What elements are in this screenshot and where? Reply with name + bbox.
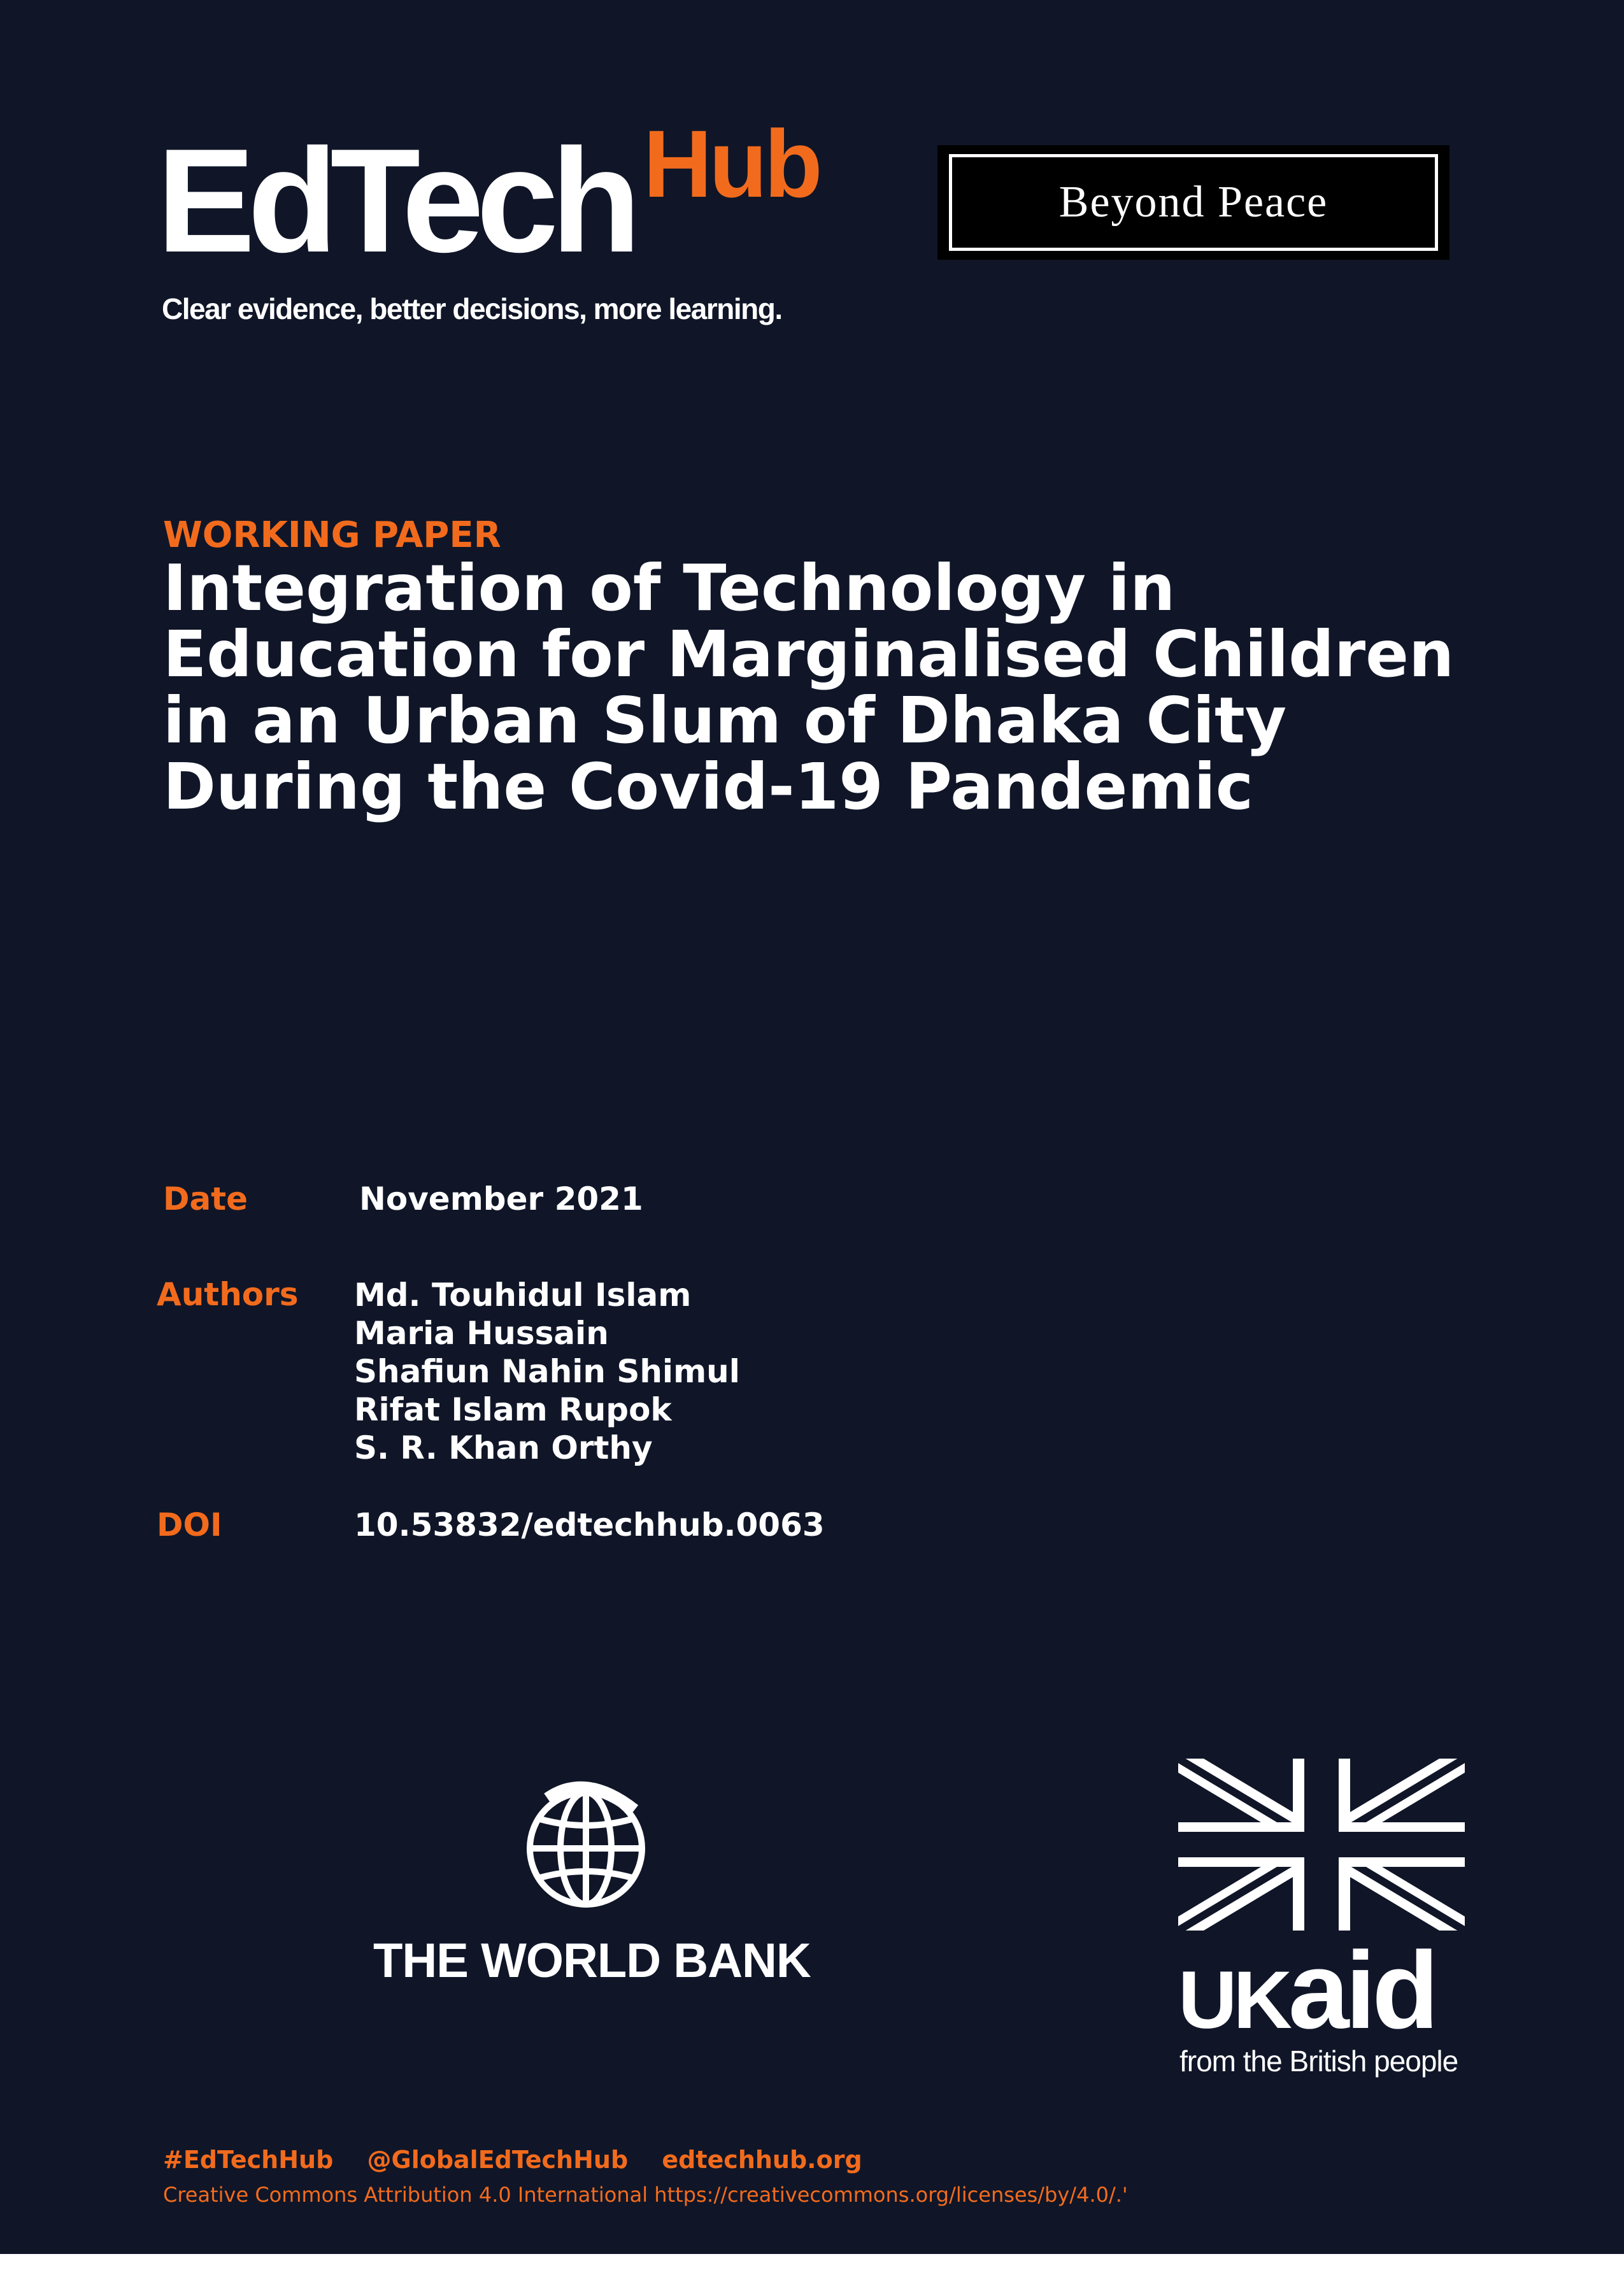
world-bank-wordmark: THE WORLD BANK xyxy=(373,1934,811,1988)
authors-list xyxy=(354,1276,740,1467)
paper-title-line: in an Urban Slum of Dhaka City xyxy=(163,683,1287,758)
beyond-peace-logo xyxy=(937,145,1449,260)
footer-website-link[interactable]: edtechhub.org xyxy=(662,2146,862,2174)
union-flag-icon xyxy=(1178,1759,1465,1931)
edtechhub-logo-wordmark: EdTech xyxy=(157,118,634,283)
ukaid-uk: UK xyxy=(1178,1955,1288,2046)
footer-twitter-link[interactable]: @GlobalEdTechHub xyxy=(367,2146,629,2174)
author-name: S. R. Khan Orthy xyxy=(354,1429,653,1466)
page-bottom-strip xyxy=(0,2254,1624,2296)
author-name: Md. Touhidul Islam xyxy=(354,1277,692,1314)
paper-type-label: WORKING PAPER xyxy=(163,514,501,556)
edtechhub-logo-hub: Hub xyxy=(643,110,820,217)
paper-title-line: During the Covid-19 Pandemic xyxy=(163,749,1254,824)
license-text: Creative Commons Attribution 4.0 International https://creativecommons.org/licenses/by/4.0/.' xyxy=(163,2183,1128,2207)
edtechhub-tagline: Clear evidence, better decisions, more learning. xyxy=(162,292,782,325)
footer-hashtag-link[interactable]: #EdTechHub xyxy=(163,2146,334,2174)
ukaid-subtitle: from the British people xyxy=(1179,2044,1458,2078)
author-name: Maria Hussain xyxy=(354,1315,609,1352)
doi-label: DOI xyxy=(157,1506,222,1543)
ukaid-wordmark xyxy=(1178,1929,1435,2052)
date-label: Date xyxy=(163,1180,248,1217)
world-bank-globe-icon xyxy=(522,1780,650,1913)
beyond-peace-logo-text: Beyond Peace xyxy=(949,154,1438,251)
footer-links xyxy=(163,2146,888,2174)
paper-title xyxy=(163,551,1500,824)
author-name: Rifat Islam Rupok xyxy=(354,1391,672,1428)
date-value: November 2021 xyxy=(359,1180,643,1217)
author-name: Shafiun Nahin Shimul xyxy=(354,1353,740,1390)
paper-title-line: Integration of Technology in xyxy=(163,551,1176,625)
doi-value: 10.53832/edtechhub.0063 xyxy=(354,1506,825,1543)
authors-label: Authors xyxy=(157,1276,299,1313)
ukaid-aid: aid xyxy=(1288,1929,1435,2052)
paper-title-line: Education for Marginalised Children xyxy=(163,617,1455,691)
